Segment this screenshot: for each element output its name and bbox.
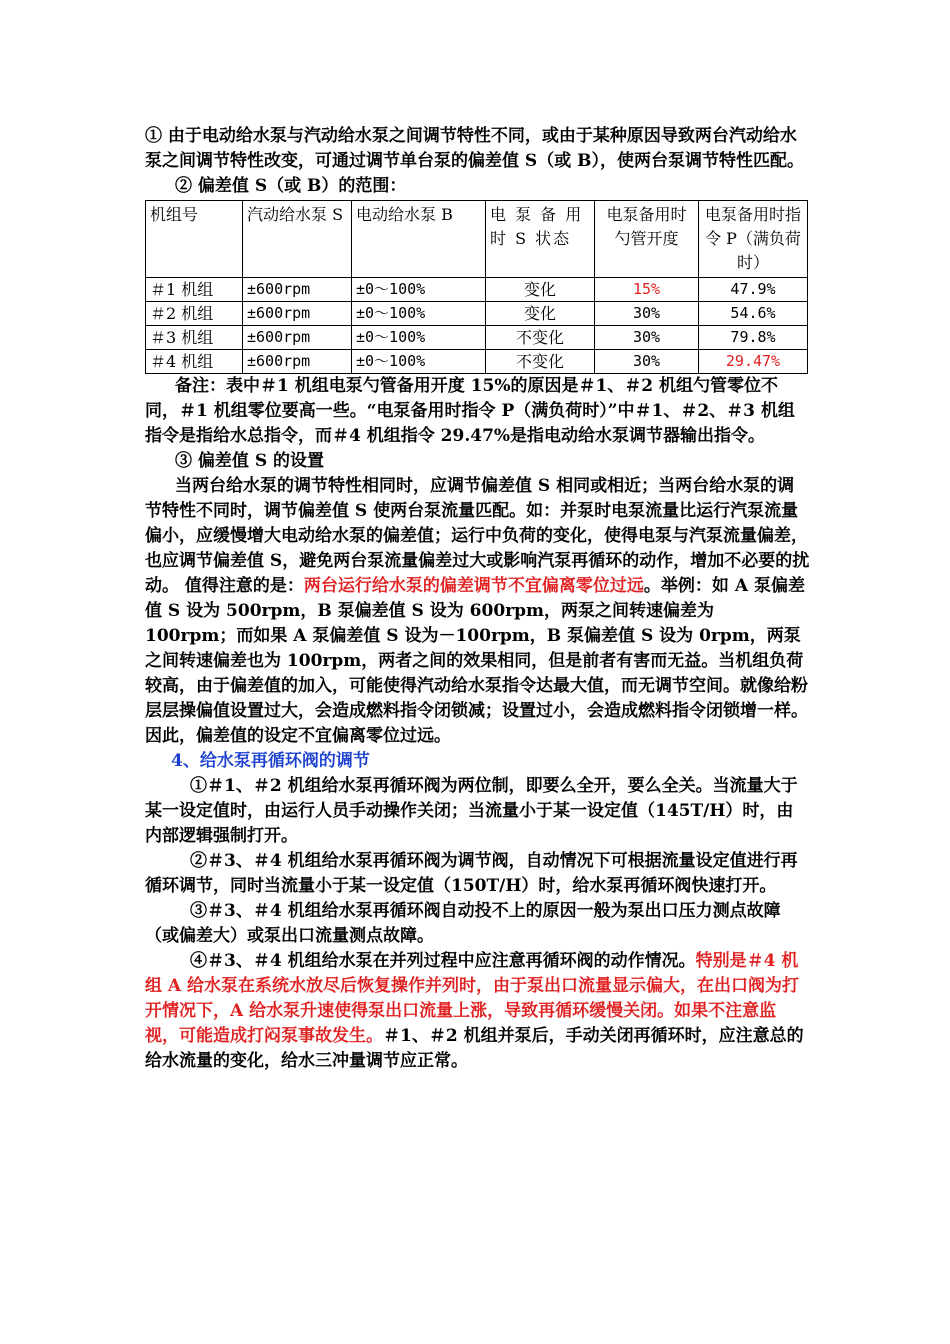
table-cell-highlight: 15%: [595, 278, 699, 302]
table-cell: ±0～100%: [352, 350, 486, 374]
table-row: [146, 278, 808, 302]
table-cell: ＃4 机组: [146, 350, 243, 374]
table-row: [146, 302, 808, 326]
table-header-cell: 汽动给水泵 S: [243, 201, 352, 278]
paragraph-bias-purpose: ① 由于电动给水泵与汽动给水泵之间调节特性不同，或由于某种原因导致两台汽动给水泵之间调节特性改变，可通过调节单台泵的偏差值 S（或 B），使两台泵调节特性匹配。: [145, 126, 804, 171]
table-cell: ＃1 机组: [146, 278, 243, 302]
bias-range-table: [145, 200, 808, 374]
table-cell: ±0～100%: [352, 278, 486, 302]
table-cell: ±0～100%: [352, 326, 486, 350]
table-row: [146, 326, 808, 350]
table-cell: ＃2 机组: [146, 302, 243, 326]
table-cell: 30%: [595, 350, 699, 374]
paragraph-recirc-2: ②＃3、＃4 机组给水泵再循环阀为调节阀，自动情况下可根据流量设定值进行再循环调节，同时当流量小于某一设定值（150T/H）时，给水泵再循环阀快速打开。: [145, 851, 798, 896]
table-cell: 变化: [486, 278, 595, 302]
table-cell: ＃3 机组: [146, 326, 243, 350]
table-header-row: [146, 201, 808, 278]
text-run-red: 特别是＃4 机组 A 给水泵在系统水放尽后恢复操作并列时，由于泵出口流量显示偏大，在出口阀为打开情况下，A 给水泵升速使得泵出口流量上涨，导致再循环缓慢关闭。如果不注意监视，可能造成打闷泵事故发生。: [145, 951, 800, 1046]
document-page: [145, 124, 810, 1074]
table-header-cell: 电泵备用时勺管开度: [595, 201, 699, 278]
section-title: 4、给水泵再循环阀的调节: [171, 751, 370, 771]
table-cell: 30%: [595, 302, 699, 326]
paragraph-recirc-3: ③＃3、＃4 机组给水泵再循环阀自动投不上的原因一般为泵出口压力测点故障（或偏差大）或泵出口流量测点故障。: [145, 901, 781, 946]
table-cell: 47.9%: [699, 278, 808, 302]
table-cell: ±600rpm: [243, 326, 352, 350]
table-header-cell: 电动给水泵 B: [352, 201, 486, 278]
table-cell: 30%: [595, 326, 699, 350]
table-header-cell: 电泵备用时指令 P（满负荷时）: [699, 201, 808, 278]
table-cell: 54.6%: [699, 302, 808, 326]
table-cell: 79.8%: [699, 326, 808, 350]
paragraph-bias-setting: [145, 474, 810, 749]
table-header-cell: 电 泵 备 用 时 S 状态: [486, 201, 595, 278]
table-cell: ±600rpm: [243, 278, 352, 302]
table-row: [146, 350, 808, 374]
text-run: ④＃3、＃4 机组给水泵在并列过程中应注意再循环阀的动作情况。: [190, 951, 696, 971]
table-cell: 变化: [486, 302, 595, 326]
text-run: 。举例：如 A 泵偏差值 S 设为 500rpm，B 泵偏差值 S 设为 600rpm，两泵之间转速偏差为 100rpm；而如果 A 泵偏差值 S 设为－100rpm，B 泵偏差值 S 设为 0rpm，两泵之间转速偏差也为 100rpm，两者之间的效果相同，但是前者有害而无益。当机组负荷较高，由于偏差值的加入，可能使得汽动给水泵指令达最大值，而无调节空间。就像给粉层层操偏值设置过大，会造成燃料指令闭锁减；设置过小，会造成燃料指令闭锁增一样。因此，偏差值的设定不宜偏离零位过远。: [145, 576, 808, 746]
table-cell: 不变化: [486, 350, 595, 374]
text-run-red: 两台运行给水泵的偏差调节不宜偏离零位过远: [303, 576, 644, 596]
paragraph-bias-setting-title: ③ 偏差值 S 的设置: [175, 451, 325, 471]
table-cell: ±600rpm: [243, 350, 352, 374]
table-cell-highlight: 29.47%: [699, 350, 808, 374]
table-cell: 不变化: [486, 326, 595, 350]
paragraph-recirc-1: ①＃1、＃2 机组给水泵再循环阀为两位制，即要么全开，要么全关。当流量大于某一设定值时，由运行人员手动操作关闭；当流量小于某一设定值（145T/H）时，由内部逻辑强制打开。: [145, 776, 798, 846]
table-header-cell: 机组号: [146, 201, 243, 278]
table-note: 备注：表中＃1 机组电泵勺管备用开度 15%的原因是＃1、＃2 机组勺管零位不同，＃1 机组零位要高一些。“电泵备用时指令 P（满负荷时）”中＃1、＃2、＃3 机组指令是指给水总指令，而＃4 机组指令 29.47%是指电动给水泵调节器输出指令。: [145, 376, 795, 446]
table-cell: ±0～100%: [352, 302, 486, 326]
text-run: 当两台给水泵的调节特性相同时，应调节偏差值 S 相同或相近；当两台给水泵的调节特性不同时，调节偏差值 S 使两台泵流量匹配。如：并泵时电泵流量比运行汽泵流量偏小，应缓慢增大电动给水泵的偏差值；运行中负荷的变化，使得电泵与汽泵流量偏差，也应调节偏差值 S，避免两台泵流量偏差过大或影响汽泵再循环的动作，增加不必要的扰动。 值得注意的是：: [145, 476, 810, 596]
table-cell: ±600rpm: [243, 302, 352, 326]
text-run: ＃1、＃2 机组并泵后，手动关闭再循环时，应注意总的给水流量的变化，给水三冲量调节应正常。: [145, 1026, 804, 1071]
paragraph-bias-range-title: ② 偏差值 S（或 B）的范围：: [175, 176, 407, 196]
paragraph-recirc-4: [145, 949, 810, 1074]
